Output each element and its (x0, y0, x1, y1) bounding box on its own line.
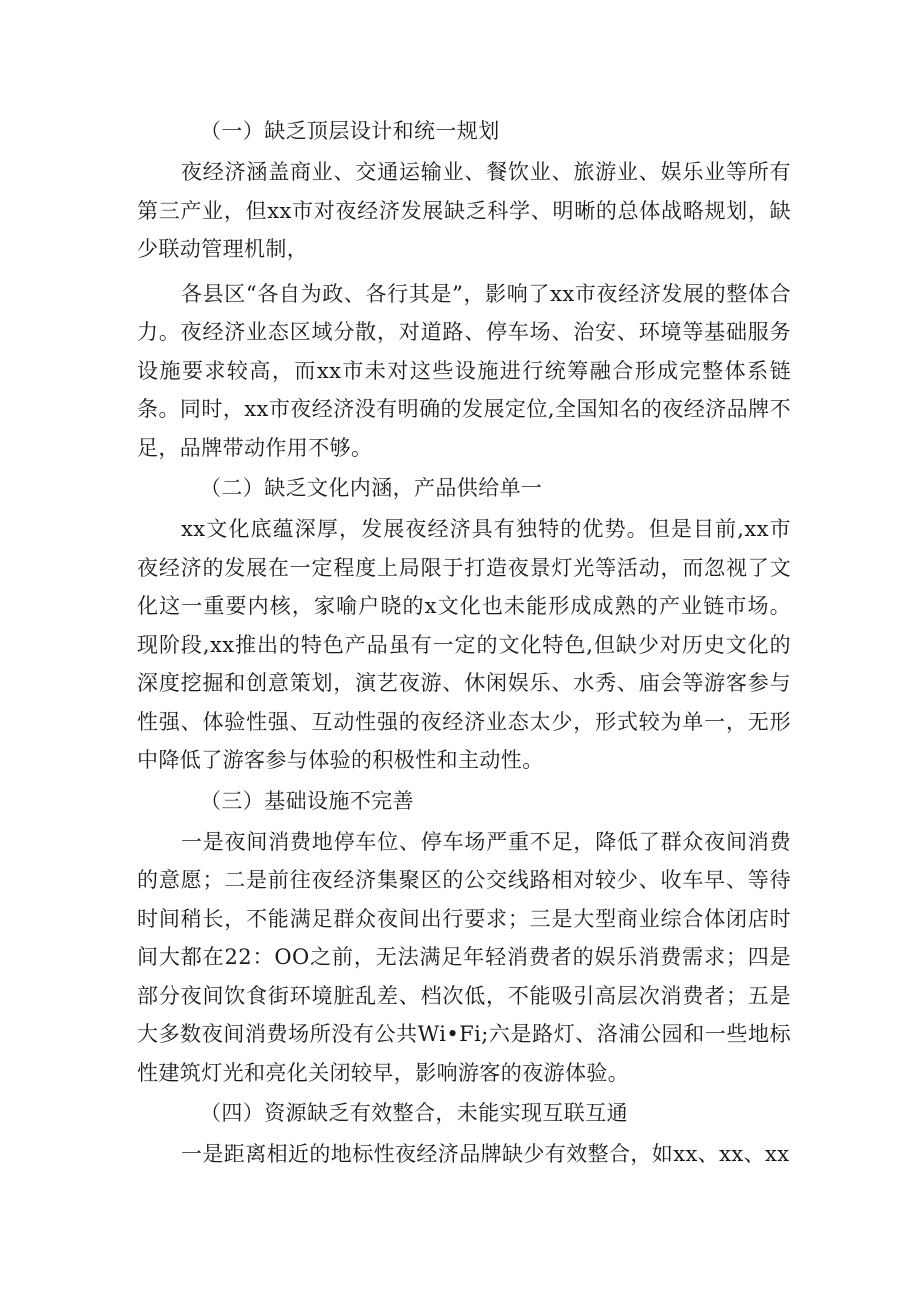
section-heading-4: （四）资源缺乏有效整合，未能实现互联互通 (200, 1101, 628, 1125)
paragraph: 各县区“各自为政、各行其是”，影响了xx市夜经济发展的整体合力。夜经济业态区域分散，对道路、停车场、治安、环境等基础服务设施要求较高，而xx市未对这些设施进行统筹融合形成完整体系链条。同时，xx市夜经济没有明确的发展定位,全国知名的夜经济品牌不足，品牌带动作用不够。 (137, 281, 791, 460)
paragraph: 一是距离相近的地标性夜经济品牌缺少有效整合，如xx、xx、xx (181, 1142, 790, 1166)
section-heading-3: （三）基础设施不完善 (200, 788, 414, 813)
document-body (137, 110, 791, 1174)
paragraph: 一是夜间消费地停车位、停车场严重不足，降低了群众夜间消费的意愿；二是前往夜经济集聚区的公交线路相对较少、收车早、等待时间稍长，不能满足群众夜间出行要求；三是大型商业综合体闭店时间大都在22：OO之前，无法满足年轻消费者的娱乐消费需求；四是部分夜间饮食街环境脏乱差、档次低，不能吸引高层次消费者；五是大多数夜间消费场所没有公共Wi•Fi;六是路灯、洛浦公园和一些地标性建筑灯光和亮化关闭较早，影响游客的夜游体验。 (137, 829, 791, 1085)
paragraph: xx文化底蕴深厚，发展夜经济具有独特的优势。但是目前,xx市夜经济的发展在一定程度上局限于打造夜景灯光等活动，而忽视了文化这一重要内核，家喻户晓的x文化也未能形成成熟的产业链市场。现阶段,xx推出的特色产品虽有一定的文化特色,但缺少对历史文化的深度挖掘和创意策划，演艺夜游、休闲娱乐、水秀、庙会等游客参与性强、体验性强、互动性强的夜经济业态太少，形式较为单一，无形中降低了游客参与体验的积极性和主动性。 (137, 517, 791, 772)
paragraph: 夜经济涵盖商业、交通运输业、餐饮业、旅游业、娱乐业等所有第三产业，但xx市对夜经济发展缺乏科学、明晰的总体战略规划，缺少联动管理机制， (137, 160, 791, 261)
section-heading-2: （二）缺乏文化内涵，产品供给单一 (200, 476, 543, 500)
section-heading-1: （一）缺乏顶层设计和统一规划 (200, 119, 500, 143)
